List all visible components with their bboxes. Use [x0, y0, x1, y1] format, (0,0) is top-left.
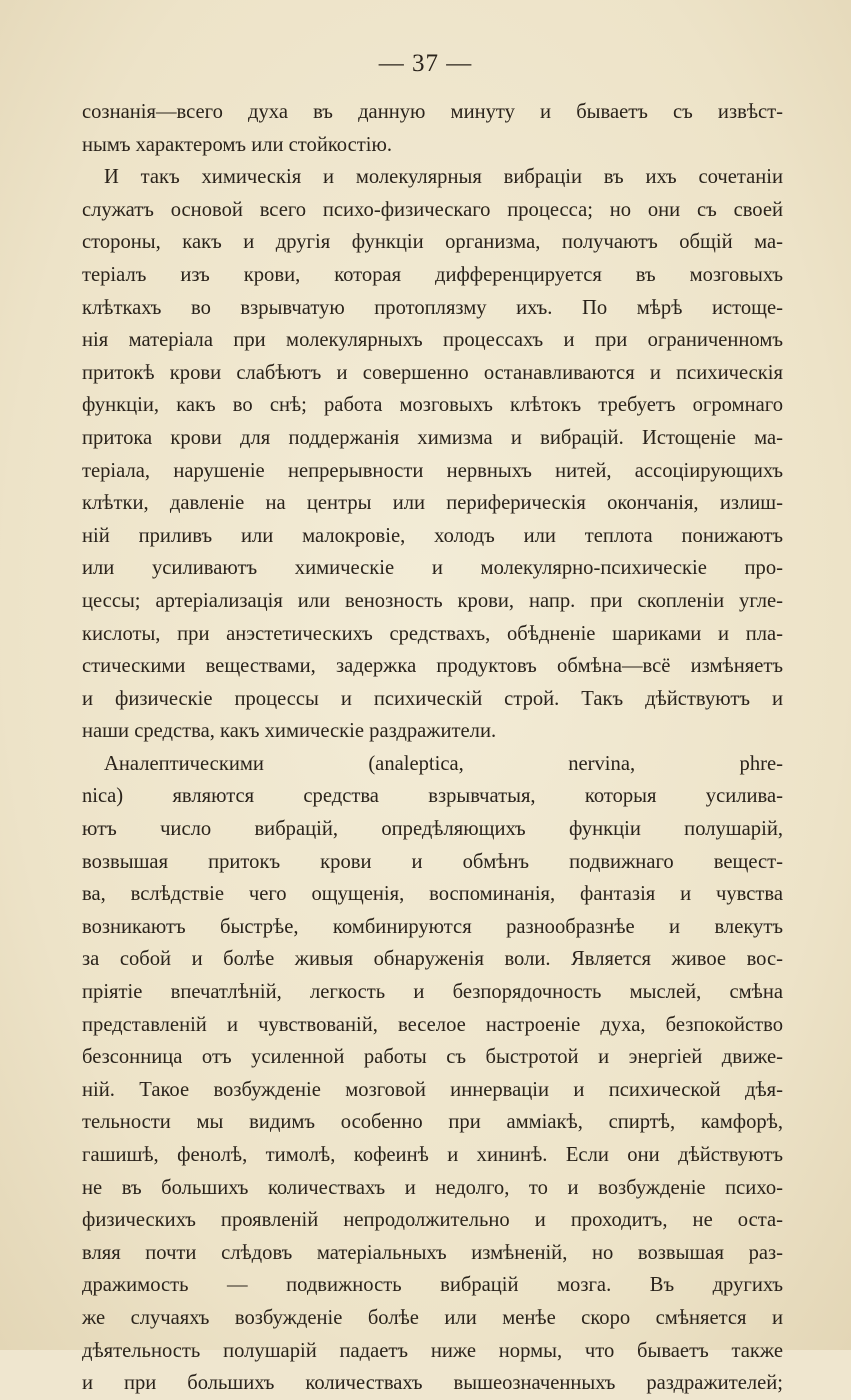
text-line: ва, вслѣдствіе чего ощущенія, воспоминанія, фантазія и чувства: [82, 883, 783, 906]
text-line: притока крови для поддержанія химизма и вибрацій. Истощеніе ма-: [82, 426, 783, 449]
text-line: представленій и чувствованій, веселое настроеніе духа, безпокойство: [82, 1013, 783, 1036]
text-line: сознанія—всего духа въ данную минуту и бываетъ съ извѣст-: [82, 101, 783, 123]
text-line: нія матеріала при молекулярныхъ процессахъ и при ограниченномъ: [82, 329, 783, 352]
text-line: ній приливъ или малокровіе, холодъ или теплота понижаютъ: [82, 524, 783, 547]
text-line: стическими веществами, задержка продуктовъ обмѣна—всё измѣняетъ: [82, 655, 783, 678]
text-line: дѣятельность полушарій падаетъ ниже нормы, что бываетъ также: [82, 1339, 783, 1362]
text-line: нымъ характеромъ или стойкостію.: [82, 133, 393, 156]
text-line: теріалъ изъ крови, которая дифференцируется въ мозговыхъ: [82, 263, 783, 286]
text-line: дражимость — подвижность вибрацій мозга. Въ другихъ: [82, 1274, 783, 1297]
text-line: гашишѣ, фенолѣ, тимолѣ, кофеинѣ и хининѣ. Если они дѣйствуютъ: [82, 1144, 783, 1166]
text-line: тельности мы видимъ особенно при амміакѣ, спиртѣ, камфорѣ,: [82, 1111, 783, 1134]
body-text: [82, 96, 783, 1400]
text-line: притокѣ крови слабѣютъ и совершенно останавливаются и психическія: [82, 361, 783, 384]
text-line: теріала, нарушеніе непрерывности нервныхъ нитей, ассоціирующихъ: [82, 459, 783, 482]
text-line: кислоты, при анэстетическихъ средствахъ, обѣдненіе шариками и пла-: [82, 622, 783, 645]
text-line: И такъ химическія и молекулярныя вибраціи въ ихъ сочетаніи: [104, 166, 783, 189]
text-line: цессы; артеріализація или венозность крови, напр. при скопленіи угле-: [82, 589, 783, 612]
text-line: клѣтки, давленіе на центры или периферическія окончанія, излиш-: [82, 492, 783, 515]
text-line: служатъ основой всего психо-физическаго процесса; но они съ своей: [82, 198, 783, 221]
text-line: стороны, какъ и другія функціи организма, получаютъ общій ма-: [82, 231, 783, 254]
text-line: и физическіе процессы и психическій строй. Такъ дѣйствуютъ и: [82, 687, 783, 710]
text-line: возникаютъ быстрѣе, комбинируются разнообразнѣе и влекутъ: [82, 915, 783, 938]
text-line: функціи, какъ во снѣ; работа мозговыхъ клѣтокъ требуетъ огромнаго: [82, 394, 783, 417]
text-line: физическихъ проявленій непродолжительно и проходитъ, не оста-: [82, 1209, 783, 1232]
text-line: пріятіе впечатлѣній, легкость и безпорядочность мыслей, смѣна: [82, 981, 783, 1004]
text-line: не въ большихъ количествахъ и недолго, то и возбужденіе психо-: [82, 1176, 783, 1199]
text-line: nica) являются средства взрывчатыя, которыя усилива-: [82, 785, 783, 808]
text-line: за собой и болѣе живыя обнаруженія воли. Является живое вос-: [82, 948, 783, 971]
page-number: — 37 —: [378, 50, 473, 77]
text-line: или усиливаютъ химическіе и молекулярно-психическіе про-: [82, 557, 783, 580]
text-line: и при большихъ количествахъ вышеозначенныхъ раздражителей;: [82, 1372, 783, 1395]
text-line: клѣткахъ во взрывчатую протоплязму ихъ. По мѣрѣ истоще-: [82, 296, 783, 319]
text-line: безсонница отъ усиленной работы съ быстротой и энергіей движе-: [82, 1046, 783, 1069]
text-line: возвышая притокъ крови и обмѣнъ подвижнаго вещест-: [82, 850, 783, 873]
text-line: вляя почти слѣдовъ матеріальныхъ измѣненій, но возвышая раз-: [82, 1241, 783, 1264]
text-line: Аналептическими (analeptica, nervina, phre-: [104, 752, 783, 775]
text-line: ютъ число вибрацій, опредѣляющихъ функціи полушарій,: [82, 818, 783, 841]
text-line: наши средства, какъ химическіе раздражители.: [82, 720, 497, 743]
text-line: же случаяхъ возбужденіе болѣе или менѣе скоро смѣняется и: [82, 1306, 783, 1329]
text-line: ній. Такое возбужденіе мозговой иннерваціи и психической дѣя-: [82, 1078, 783, 1101]
